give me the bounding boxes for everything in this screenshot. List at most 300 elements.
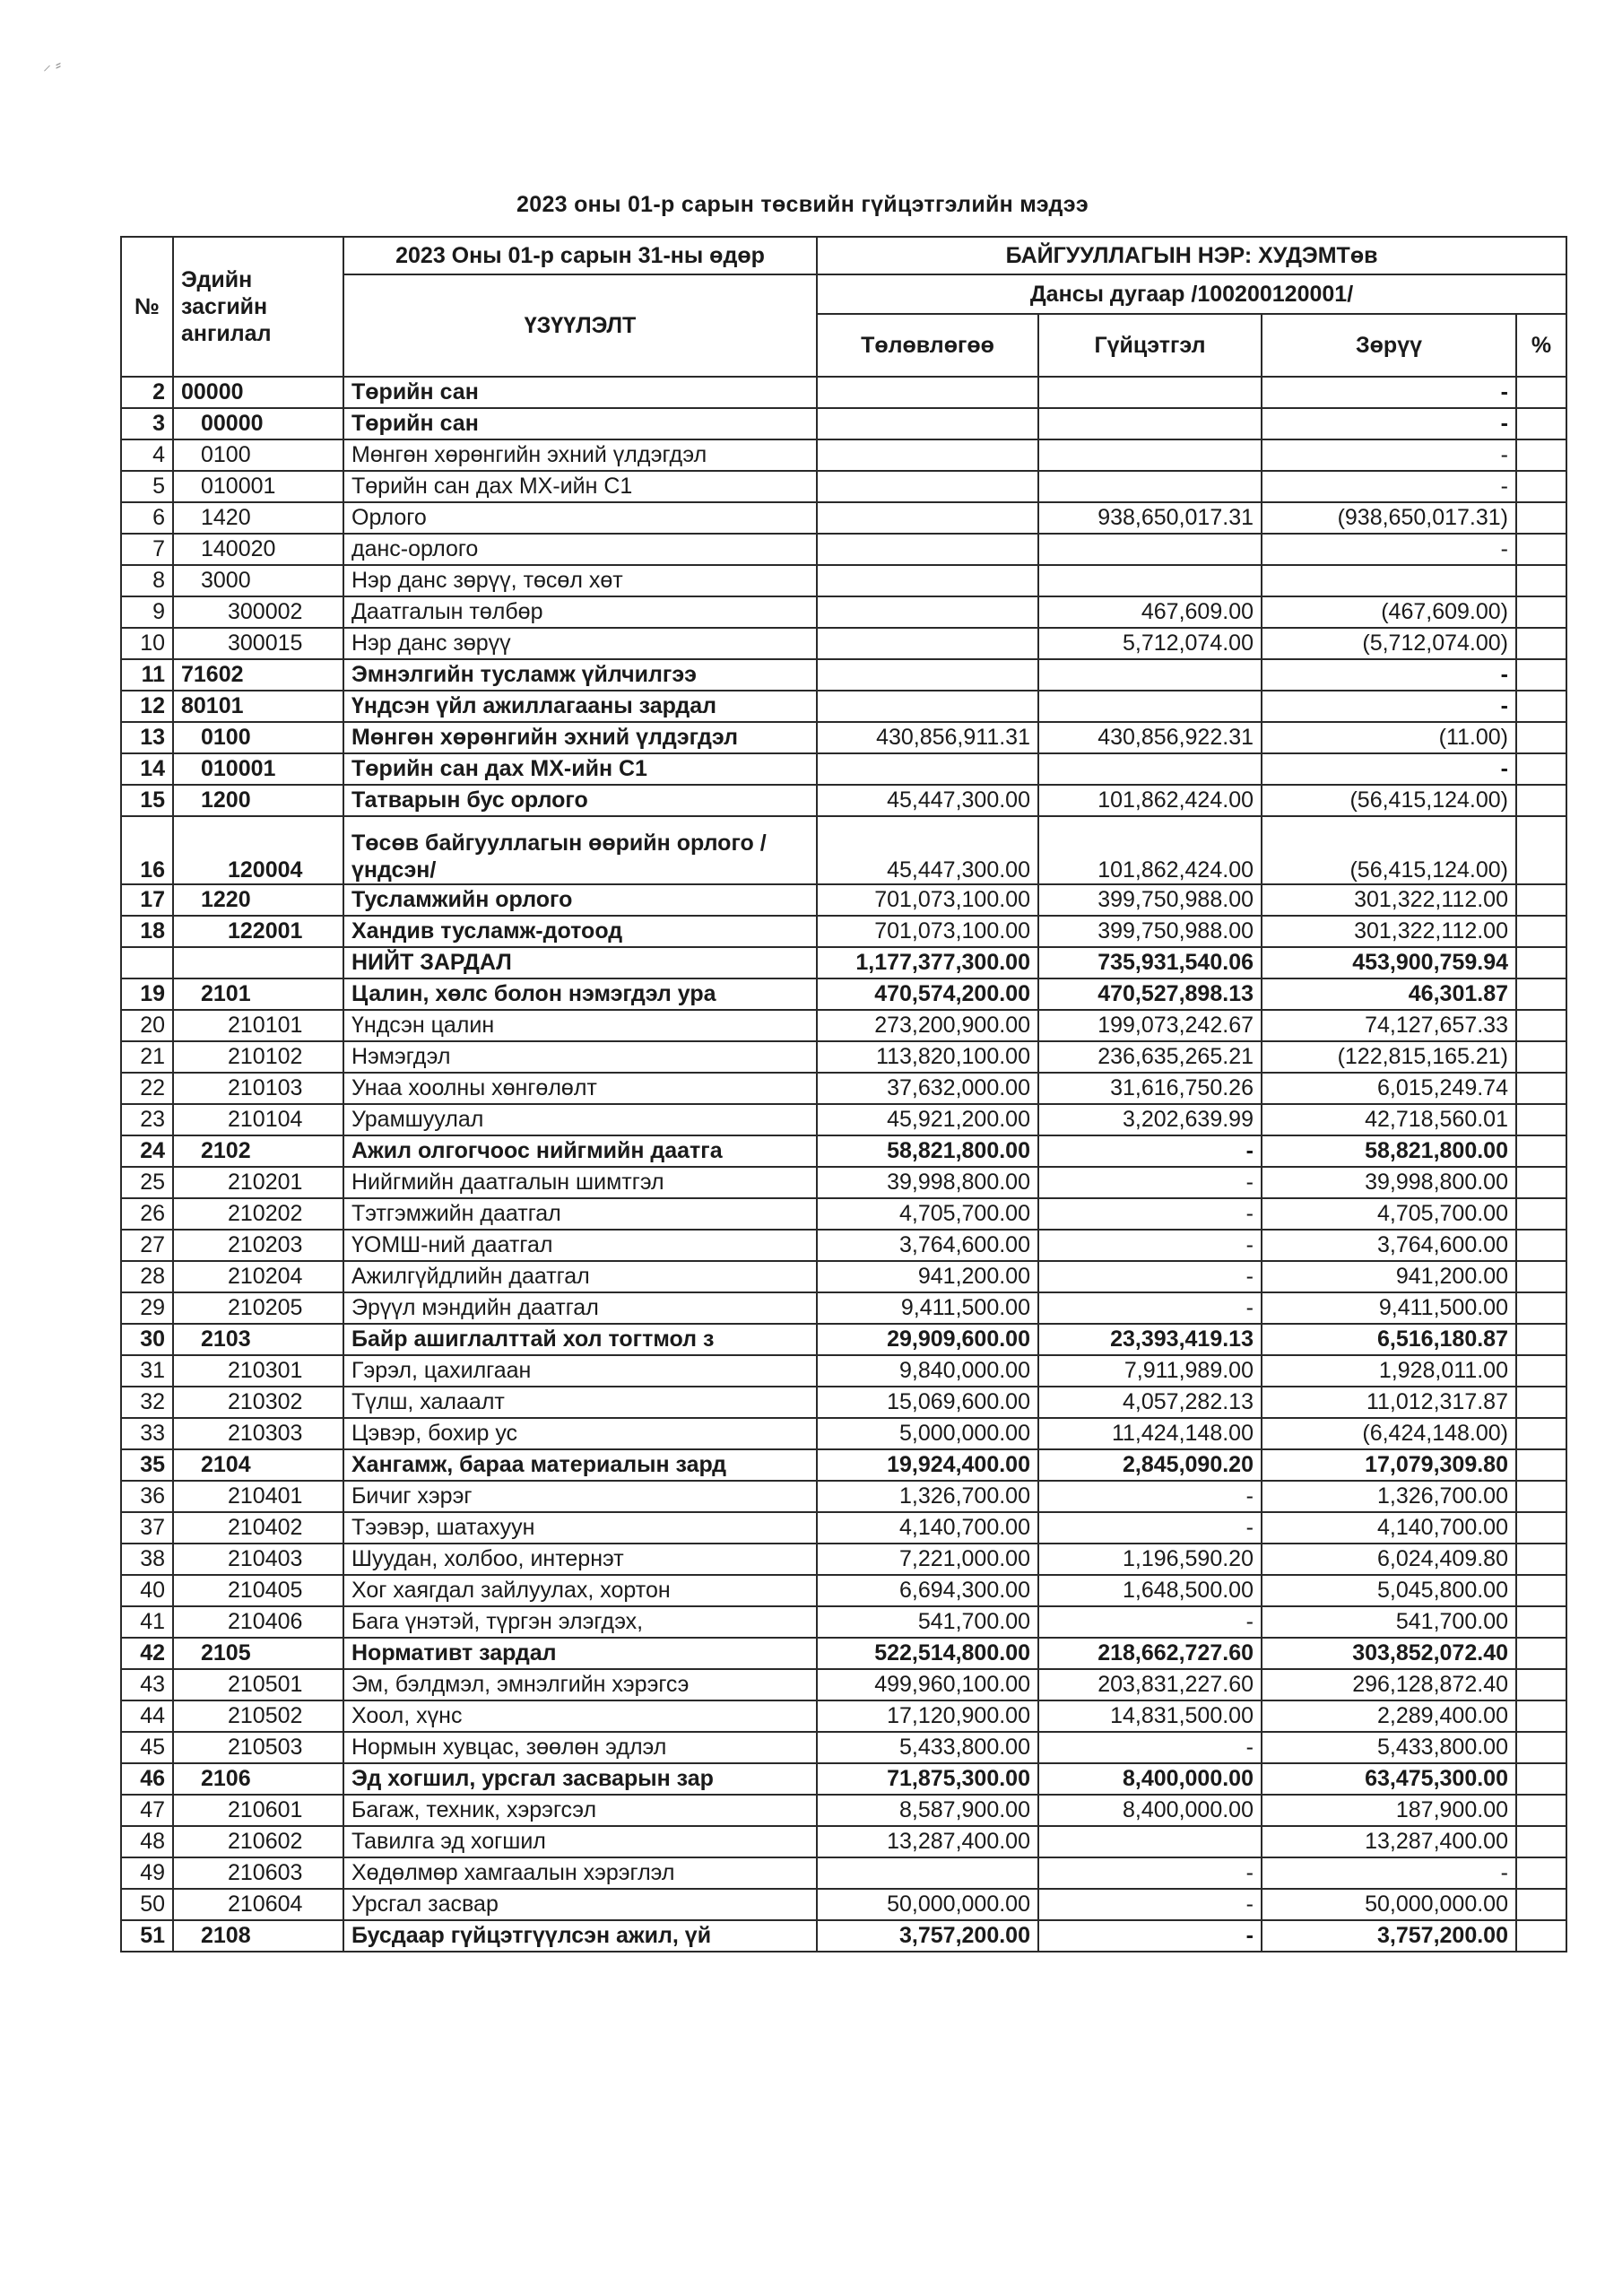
diff-value: (56,415,124.00) bbox=[1262, 816, 1516, 884]
row-number: 17 bbox=[121, 884, 173, 916]
row-indicator: Цэвэр, бохир ус bbox=[343, 1418, 817, 1449]
actual-value: - bbox=[1038, 1920, 1262, 1952]
plan-value: 701,073,100.00 bbox=[817, 884, 1038, 916]
pct-value bbox=[1516, 596, 1566, 628]
row-number: 32 bbox=[121, 1387, 173, 1418]
header-econ-class: Эдийн засгийн ангилал bbox=[173, 237, 343, 377]
diff-value: 13,287,400.00 bbox=[1262, 1826, 1516, 1857]
diff-value: 941,200.00 bbox=[1262, 1261, 1516, 1292]
econ-code: 210303 bbox=[173, 1418, 343, 1449]
table-row bbox=[121, 471, 1566, 502]
row-number: 13 bbox=[121, 722, 173, 753]
table-row bbox=[121, 1763, 1566, 1795]
pct-value bbox=[1516, 1010, 1566, 1041]
row-number: 44 bbox=[121, 1700, 173, 1732]
plan-value: 13,287,400.00 bbox=[817, 1826, 1038, 1857]
pct-value bbox=[1516, 1826, 1566, 1857]
diff-value: (938,650,017.31) bbox=[1262, 502, 1516, 534]
diff-value: 541,700.00 bbox=[1262, 1606, 1516, 1638]
actual-value: - bbox=[1038, 1230, 1262, 1261]
table-row bbox=[121, 1073, 1566, 1104]
econ-code: 210202 bbox=[173, 1198, 343, 1230]
econ-code: 210501 bbox=[173, 1669, 343, 1700]
row-indicator: Гэрэл, цахилгаан bbox=[343, 1355, 817, 1387]
pct-value bbox=[1516, 377, 1566, 408]
table-row bbox=[121, 916, 1566, 947]
row-number: 21 bbox=[121, 1041, 173, 1073]
pct-value bbox=[1516, 1544, 1566, 1575]
plan-value: 9,840,000.00 bbox=[817, 1355, 1038, 1387]
pct-value bbox=[1516, 753, 1566, 785]
row-number: 47 bbox=[121, 1795, 173, 1826]
econ-code: 3000 bbox=[173, 565, 343, 596]
econ-code: 210603 bbox=[173, 1857, 343, 1889]
actual-value bbox=[1038, 439, 1262, 471]
diff-value bbox=[1262, 565, 1516, 596]
row-indicator: Эд хогшил, урсгал засварын зар bbox=[343, 1763, 817, 1795]
scan-speck: ⸝ ⸗ bbox=[43, 56, 61, 74]
row-number: 22 bbox=[121, 1073, 173, 1104]
econ-code: 210205 bbox=[173, 1292, 343, 1324]
row-indicator: Нэр данс зөрүү, төсөл хөт bbox=[343, 565, 817, 596]
row-indicator: Төрийн сан дах МХ-ийн С1 bbox=[343, 471, 817, 502]
econ-code: 0100 bbox=[173, 722, 343, 753]
diff-value: 17,079,309.80 bbox=[1262, 1449, 1516, 1481]
actual-value bbox=[1038, 534, 1262, 565]
actual-value bbox=[1038, 471, 1262, 502]
table-row bbox=[121, 1700, 1566, 1732]
plan-value bbox=[817, 439, 1038, 471]
actual-value: - bbox=[1038, 1167, 1262, 1198]
plan-value bbox=[817, 628, 1038, 659]
actual-value bbox=[1038, 659, 1262, 691]
table-row bbox=[121, 816, 1566, 884]
row-number: 23 bbox=[121, 1104, 173, 1135]
plan-value: 470,574,200.00 bbox=[817, 978, 1038, 1010]
table-row bbox=[121, 1198, 1566, 1230]
row-number: 11 bbox=[121, 659, 173, 691]
actual-value: 5,712,074.00 bbox=[1038, 628, 1262, 659]
plan-value bbox=[817, 753, 1038, 785]
pct-value bbox=[1516, 1135, 1566, 1167]
row-number: 33 bbox=[121, 1418, 173, 1449]
row-indicator: Нийгмийн даатгалын шимтгэл bbox=[343, 1167, 817, 1198]
diff-value: 1,928,011.00 bbox=[1262, 1355, 1516, 1387]
pct-value bbox=[1516, 1449, 1566, 1481]
pct-value bbox=[1516, 947, 1566, 978]
actual-value: 467,609.00 bbox=[1038, 596, 1262, 628]
plan-value bbox=[817, 408, 1038, 439]
diff-value: 42,718,560.01 bbox=[1262, 1104, 1516, 1135]
row-number: 24 bbox=[121, 1135, 173, 1167]
plan-value: 541,700.00 bbox=[817, 1606, 1038, 1638]
plan-value: 45,447,300.00 bbox=[817, 785, 1038, 816]
row-number: 43 bbox=[121, 1669, 173, 1700]
table-row bbox=[121, 1889, 1566, 1920]
row-number: 46 bbox=[121, 1763, 173, 1795]
row-indicator: Нормын хувцас, зөөлөн эдлэл bbox=[343, 1732, 817, 1763]
table-row bbox=[121, 1010, 1566, 1041]
actual-value bbox=[1038, 377, 1262, 408]
plan-value: 5,433,800.00 bbox=[817, 1732, 1038, 1763]
table-row bbox=[121, 1575, 1566, 1606]
row-number: 4 bbox=[121, 439, 173, 471]
row-indicator: ҮОМШ-ний даатгал bbox=[343, 1230, 817, 1261]
actual-value bbox=[1038, 691, 1262, 722]
table-row bbox=[121, 1732, 1566, 1763]
row-indicator: Тавилга эд хогшил bbox=[343, 1826, 817, 1857]
econ-code: 210401 bbox=[173, 1481, 343, 1512]
actual-value: 2,845,090.20 bbox=[1038, 1449, 1262, 1481]
table-row bbox=[121, 1481, 1566, 1512]
actual-value: 3,202,639.99 bbox=[1038, 1104, 1262, 1135]
diff-value: 4,140,700.00 bbox=[1262, 1512, 1516, 1544]
row-indicator: Бага үнэтэй, түргэн элэгдэх, bbox=[343, 1606, 817, 1638]
econ-code: 2102 bbox=[173, 1135, 343, 1167]
plan-value: 15,069,600.00 bbox=[817, 1387, 1038, 1418]
pct-value bbox=[1516, 978, 1566, 1010]
table-row bbox=[121, 1261, 1566, 1292]
econ-code: 210601 bbox=[173, 1795, 343, 1826]
pct-value bbox=[1516, 565, 1566, 596]
plan-value: 4,705,700.00 bbox=[817, 1198, 1038, 1230]
actual-value: 101,862,424.00 bbox=[1038, 785, 1262, 816]
table-row bbox=[121, 1826, 1566, 1857]
row-indicator: Төрийн сан дах МХ-ийн С1 bbox=[343, 753, 817, 785]
plan-value: 17,120,900.00 bbox=[817, 1700, 1038, 1732]
row-indicator: Эм, бэлдмэл, эмнэлгийн хэрэгсэ bbox=[343, 1669, 817, 1700]
actual-value: 203,831,227.60 bbox=[1038, 1669, 1262, 1700]
econ-code: 00000 bbox=[173, 377, 343, 408]
row-indicator: Тусламжийн орлого bbox=[343, 884, 817, 916]
pct-value bbox=[1516, 1355, 1566, 1387]
actual-value: 7,911,989.00 bbox=[1038, 1355, 1262, 1387]
diff-value: 6,024,409.80 bbox=[1262, 1544, 1516, 1575]
table-row bbox=[121, 1135, 1566, 1167]
diff-value: - bbox=[1262, 377, 1516, 408]
table-row bbox=[121, 1669, 1566, 1700]
row-indicator: Бичиг хэрэг bbox=[343, 1481, 817, 1512]
row-indicator: Тээвэр, шатахуун bbox=[343, 1512, 817, 1544]
plan-value: 113,820,100.00 bbox=[817, 1041, 1038, 1073]
diff-value: 1,326,700.00 bbox=[1262, 1481, 1516, 1512]
actual-value: 23,393,419.13 bbox=[1038, 1324, 1262, 1355]
plan-value: 1,326,700.00 bbox=[817, 1481, 1038, 1512]
pct-value bbox=[1516, 1700, 1566, 1732]
pct-value bbox=[1516, 1261, 1566, 1292]
plan-value: 273,200,900.00 bbox=[817, 1010, 1038, 1041]
actual-value: - bbox=[1038, 1732, 1262, 1763]
row-number: 10 bbox=[121, 628, 173, 659]
actual-value: - bbox=[1038, 1198, 1262, 1230]
actual-value: 8,400,000.00 bbox=[1038, 1795, 1262, 1826]
diff-value: (6,424,148.00) bbox=[1262, 1418, 1516, 1449]
diff-value: - bbox=[1262, 1857, 1516, 1889]
plan-value bbox=[817, 596, 1038, 628]
row-number: 31 bbox=[121, 1355, 173, 1387]
table-row bbox=[121, 1387, 1566, 1418]
plan-value: 3,764,600.00 bbox=[817, 1230, 1038, 1261]
plan-value: 7,221,000.00 bbox=[817, 1544, 1038, 1575]
econ-code: 2104 bbox=[173, 1449, 343, 1481]
row-number: 8 bbox=[121, 565, 173, 596]
header-pct: % bbox=[1516, 314, 1566, 377]
row-number: 7 bbox=[121, 534, 173, 565]
plan-value bbox=[817, 565, 1038, 596]
row-indicator: Хөдөлмөр хамгаалын хэрэглэл bbox=[343, 1857, 817, 1889]
diff-value: (122,815,165.21) bbox=[1262, 1041, 1516, 1073]
plan-value: 430,856,911.31 bbox=[817, 722, 1038, 753]
row-indicator: Орлого bbox=[343, 502, 817, 534]
diff-value: 303,852,072.40 bbox=[1262, 1638, 1516, 1669]
row-indicator: Мөнгөн хөрөнгийн эхний үлдэгдэл bbox=[343, 439, 817, 471]
pct-value bbox=[1516, 1732, 1566, 1763]
header-date: 2023 Оны 01-р сарын 31-ны өдөр bbox=[343, 237, 817, 274]
econ-code: 1420 bbox=[173, 502, 343, 534]
table-row bbox=[121, 1292, 1566, 1324]
diff-value: 50,000,000.00 bbox=[1262, 1889, 1516, 1920]
row-number: 3 bbox=[121, 408, 173, 439]
budget-table bbox=[120, 236, 1567, 1952]
table-row bbox=[121, 1418, 1566, 1449]
diff-value: - bbox=[1262, 439, 1516, 471]
row-number: 27 bbox=[121, 1230, 173, 1261]
row-number: 9 bbox=[121, 596, 173, 628]
econ-code: 210104 bbox=[173, 1104, 343, 1135]
econ-code: 210101 bbox=[173, 1010, 343, 1041]
row-number: 26 bbox=[121, 1198, 173, 1230]
diff-value: 187,900.00 bbox=[1262, 1795, 1516, 1826]
table-row bbox=[121, 978, 1566, 1010]
econ-code: 80101 bbox=[173, 691, 343, 722]
econ-code bbox=[173, 947, 343, 978]
plan-value bbox=[817, 534, 1038, 565]
pct-value bbox=[1516, 1073, 1566, 1104]
plan-value: 8,587,900.00 bbox=[817, 1795, 1038, 1826]
row-indicator: Хоол, хүнс bbox=[343, 1700, 817, 1732]
pct-value bbox=[1516, 1763, 1566, 1795]
econ-code: 300002 bbox=[173, 596, 343, 628]
plan-value bbox=[817, 691, 1038, 722]
header-no: № bbox=[121, 237, 173, 377]
econ-code: 010001 bbox=[173, 753, 343, 785]
econ-code: 210301 bbox=[173, 1355, 343, 1387]
pct-value bbox=[1516, 502, 1566, 534]
row-number: 36 bbox=[121, 1481, 173, 1512]
actual-value: 8,400,000.00 bbox=[1038, 1763, 1262, 1795]
diff-value: 11,012,317.87 bbox=[1262, 1387, 1516, 1418]
header-plan: Төлөвлөгөө bbox=[817, 314, 1038, 377]
actual-value: - bbox=[1038, 1135, 1262, 1167]
plan-value: 3,757,200.00 bbox=[817, 1920, 1038, 1952]
plan-value: 6,694,300.00 bbox=[817, 1575, 1038, 1606]
pct-value bbox=[1516, 439, 1566, 471]
pct-value bbox=[1516, 1104, 1566, 1135]
pct-value bbox=[1516, 816, 1566, 884]
row-number: 15 bbox=[121, 785, 173, 816]
pct-value bbox=[1516, 471, 1566, 502]
plan-value: 45,921,200.00 bbox=[817, 1104, 1038, 1135]
diff-value: 74,127,657.33 bbox=[1262, 1010, 1516, 1041]
row-number: 20 bbox=[121, 1010, 173, 1041]
diff-value: 2,289,400.00 bbox=[1262, 1700, 1516, 1732]
table-row bbox=[121, 1920, 1566, 1952]
table-row bbox=[121, 1104, 1566, 1135]
pct-value bbox=[1516, 1512, 1566, 1544]
econ-code: 00000 bbox=[173, 408, 343, 439]
row-indicator: Түлш, халаалт bbox=[343, 1387, 817, 1418]
actual-value: 399,750,988.00 bbox=[1038, 884, 1262, 916]
row-indicator: НИЙТ ЗАРДАЛ bbox=[343, 947, 817, 978]
pct-value bbox=[1516, 534, 1566, 565]
econ-code: 210403 bbox=[173, 1544, 343, 1575]
diff-value: (11.00) bbox=[1262, 722, 1516, 753]
diff-value: 6,516,180.87 bbox=[1262, 1324, 1516, 1355]
plan-value: 4,140,700.00 bbox=[817, 1512, 1038, 1544]
econ-code: 1220 bbox=[173, 884, 343, 916]
plan-value: 50,000,000.00 bbox=[817, 1889, 1038, 1920]
header-account: Дансы дугаар /100200120001/ bbox=[817, 274, 1566, 314]
actual-value: 11,424,148.00 bbox=[1038, 1418, 1262, 1449]
pct-value bbox=[1516, 1795, 1566, 1826]
actual-value: 399,750,988.00 bbox=[1038, 916, 1262, 947]
actual-value: 470,527,898.13 bbox=[1038, 978, 1262, 1010]
row-number: 29 bbox=[121, 1292, 173, 1324]
actual-value: 101,862,424.00 bbox=[1038, 816, 1262, 884]
diff-value: (5,712,074.00) bbox=[1262, 628, 1516, 659]
table-row bbox=[121, 659, 1566, 691]
diff-value: 58,821,800.00 bbox=[1262, 1135, 1516, 1167]
diff-value: (467,609.00) bbox=[1262, 596, 1516, 628]
table-row bbox=[121, 1041, 1566, 1073]
row-indicator: Ажилгүйдлийн даатгал bbox=[343, 1261, 817, 1292]
econ-code: 0100 bbox=[173, 439, 343, 471]
plan-value bbox=[817, 377, 1038, 408]
plan-value: 19,924,400.00 bbox=[817, 1449, 1038, 1481]
row-indicator: Багаж, техник, хэрэгсэл bbox=[343, 1795, 817, 1826]
econ-code: 2101 bbox=[173, 978, 343, 1010]
row-number: 45 bbox=[121, 1732, 173, 1763]
row-number: 16 bbox=[121, 816, 173, 884]
row-indicator: Урсгал засвар bbox=[343, 1889, 817, 1920]
table-row bbox=[121, 1795, 1566, 1826]
econ-code: 210204 bbox=[173, 1261, 343, 1292]
row-number: 6 bbox=[121, 502, 173, 534]
row-indicator: Нэмэгдэл bbox=[343, 1041, 817, 1073]
actual-value: - bbox=[1038, 1292, 1262, 1324]
pct-value bbox=[1516, 1575, 1566, 1606]
row-indicator: Үндсэн үйл ажиллагааны зардал bbox=[343, 691, 817, 722]
plan-value: 29,909,600.00 bbox=[817, 1324, 1038, 1355]
table-row bbox=[121, 753, 1566, 785]
row-indicator: Унаа хоолны хөнгөлөлт bbox=[343, 1073, 817, 1104]
plan-value: 941,200.00 bbox=[817, 1261, 1038, 1292]
pct-value bbox=[1516, 691, 1566, 722]
table-row bbox=[121, 785, 1566, 816]
econ-code: 210302 bbox=[173, 1387, 343, 1418]
table-row bbox=[121, 1544, 1566, 1575]
diff-value: 5,045,800.00 bbox=[1262, 1575, 1516, 1606]
econ-code: 1200 bbox=[173, 785, 343, 816]
diff-value: 46,301.87 bbox=[1262, 978, 1516, 1010]
plan-value bbox=[817, 502, 1038, 534]
actual-value: 735,931,540.06 bbox=[1038, 947, 1262, 978]
table-row bbox=[121, 1230, 1566, 1261]
table-row bbox=[121, 947, 1566, 978]
row-number: 38 bbox=[121, 1544, 173, 1575]
plan-value: 45,447,300.00 bbox=[817, 816, 1038, 884]
header-diff: Зөрүү bbox=[1262, 314, 1516, 377]
pct-value bbox=[1516, 722, 1566, 753]
row-number: 2 bbox=[121, 377, 173, 408]
report-title: 2023 оны 01-р сарын төсвийн гүйцэтгэлийн мэдээ bbox=[516, 192, 1089, 217]
plan-value: 39,998,800.00 bbox=[817, 1167, 1038, 1198]
row-indicator: Даатгалын төлбөр bbox=[343, 596, 817, 628]
table-row bbox=[121, 377, 1566, 408]
pct-value bbox=[1516, 916, 1566, 947]
actual-value bbox=[1038, 565, 1262, 596]
plan-value: 701,073,100.00 bbox=[817, 916, 1038, 947]
table-row bbox=[121, 1512, 1566, 1544]
econ-code: 210502 bbox=[173, 1700, 343, 1732]
actual-value: 199,073,242.67 bbox=[1038, 1010, 1262, 1041]
row-indicator: Нэр данс зөрүү bbox=[343, 628, 817, 659]
table-row bbox=[121, 439, 1566, 471]
pct-value bbox=[1516, 1198, 1566, 1230]
actual-value: 14,831,500.00 bbox=[1038, 1700, 1262, 1732]
table-row bbox=[121, 628, 1566, 659]
pct-value bbox=[1516, 1292, 1566, 1324]
actual-value bbox=[1038, 753, 1262, 785]
row-number: 25 bbox=[121, 1167, 173, 1198]
econ-code: 122001 bbox=[173, 916, 343, 947]
row-number: 30 bbox=[121, 1324, 173, 1355]
table-row bbox=[121, 1355, 1566, 1387]
diff-value: 453,900,759.94 bbox=[1262, 947, 1516, 978]
pct-value bbox=[1516, 1606, 1566, 1638]
econ-code: 210201 bbox=[173, 1167, 343, 1198]
actual-value: - bbox=[1038, 1261, 1262, 1292]
pct-value bbox=[1516, 1857, 1566, 1889]
econ-code: 2103 bbox=[173, 1324, 343, 1355]
row-indicator: Нормативт зардал bbox=[343, 1638, 817, 1669]
row-indicator: Эрүүл мэндийн даатгал bbox=[343, 1292, 817, 1324]
row-indicator: Хандив тусламж-дотоод bbox=[343, 916, 817, 947]
plan-value bbox=[817, 659, 1038, 691]
row-number: 12 bbox=[121, 691, 173, 722]
table-row bbox=[121, 1449, 1566, 1481]
row-number: 37 bbox=[121, 1512, 173, 1544]
diff-value: (56,415,124.00) bbox=[1262, 785, 1516, 816]
actual-value: - bbox=[1038, 1889, 1262, 1920]
diff-value: 301,322,112.00 bbox=[1262, 884, 1516, 916]
econ-code: 300015 bbox=[173, 628, 343, 659]
row-indicator: Ажил олгогчоос нийгмийн даатга bbox=[343, 1135, 817, 1167]
plan-value: 499,960,100.00 bbox=[817, 1669, 1038, 1700]
actual-value: 31,616,750.26 bbox=[1038, 1073, 1262, 1104]
row-number: 28 bbox=[121, 1261, 173, 1292]
row-number: 41 bbox=[121, 1606, 173, 1638]
row-indicator: Хангамж, бараа материалын зард bbox=[343, 1449, 817, 1481]
plan-value bbox=[817, 471, 1038, 502]
diff-value: - bbox=[1262, 534, 1516, 565]
row-number: 18 bbox=[121, 916, 173, 947]
actual-value: - bbox=[1038, 1481, 1262, 1512]
plan-value: 5,000,000.00 bbox=[817, 1418, 1038, 1449]
row-indicator: Үндсэн цалин bbox=[343, 1010, 817, 1041]
row-number: 48 bbox=[121, 1826, 173, 1857]
row-indicator: Эмнэлгийн тусламж үйлчилгээ bbox=[343, 659, 817, 691]
